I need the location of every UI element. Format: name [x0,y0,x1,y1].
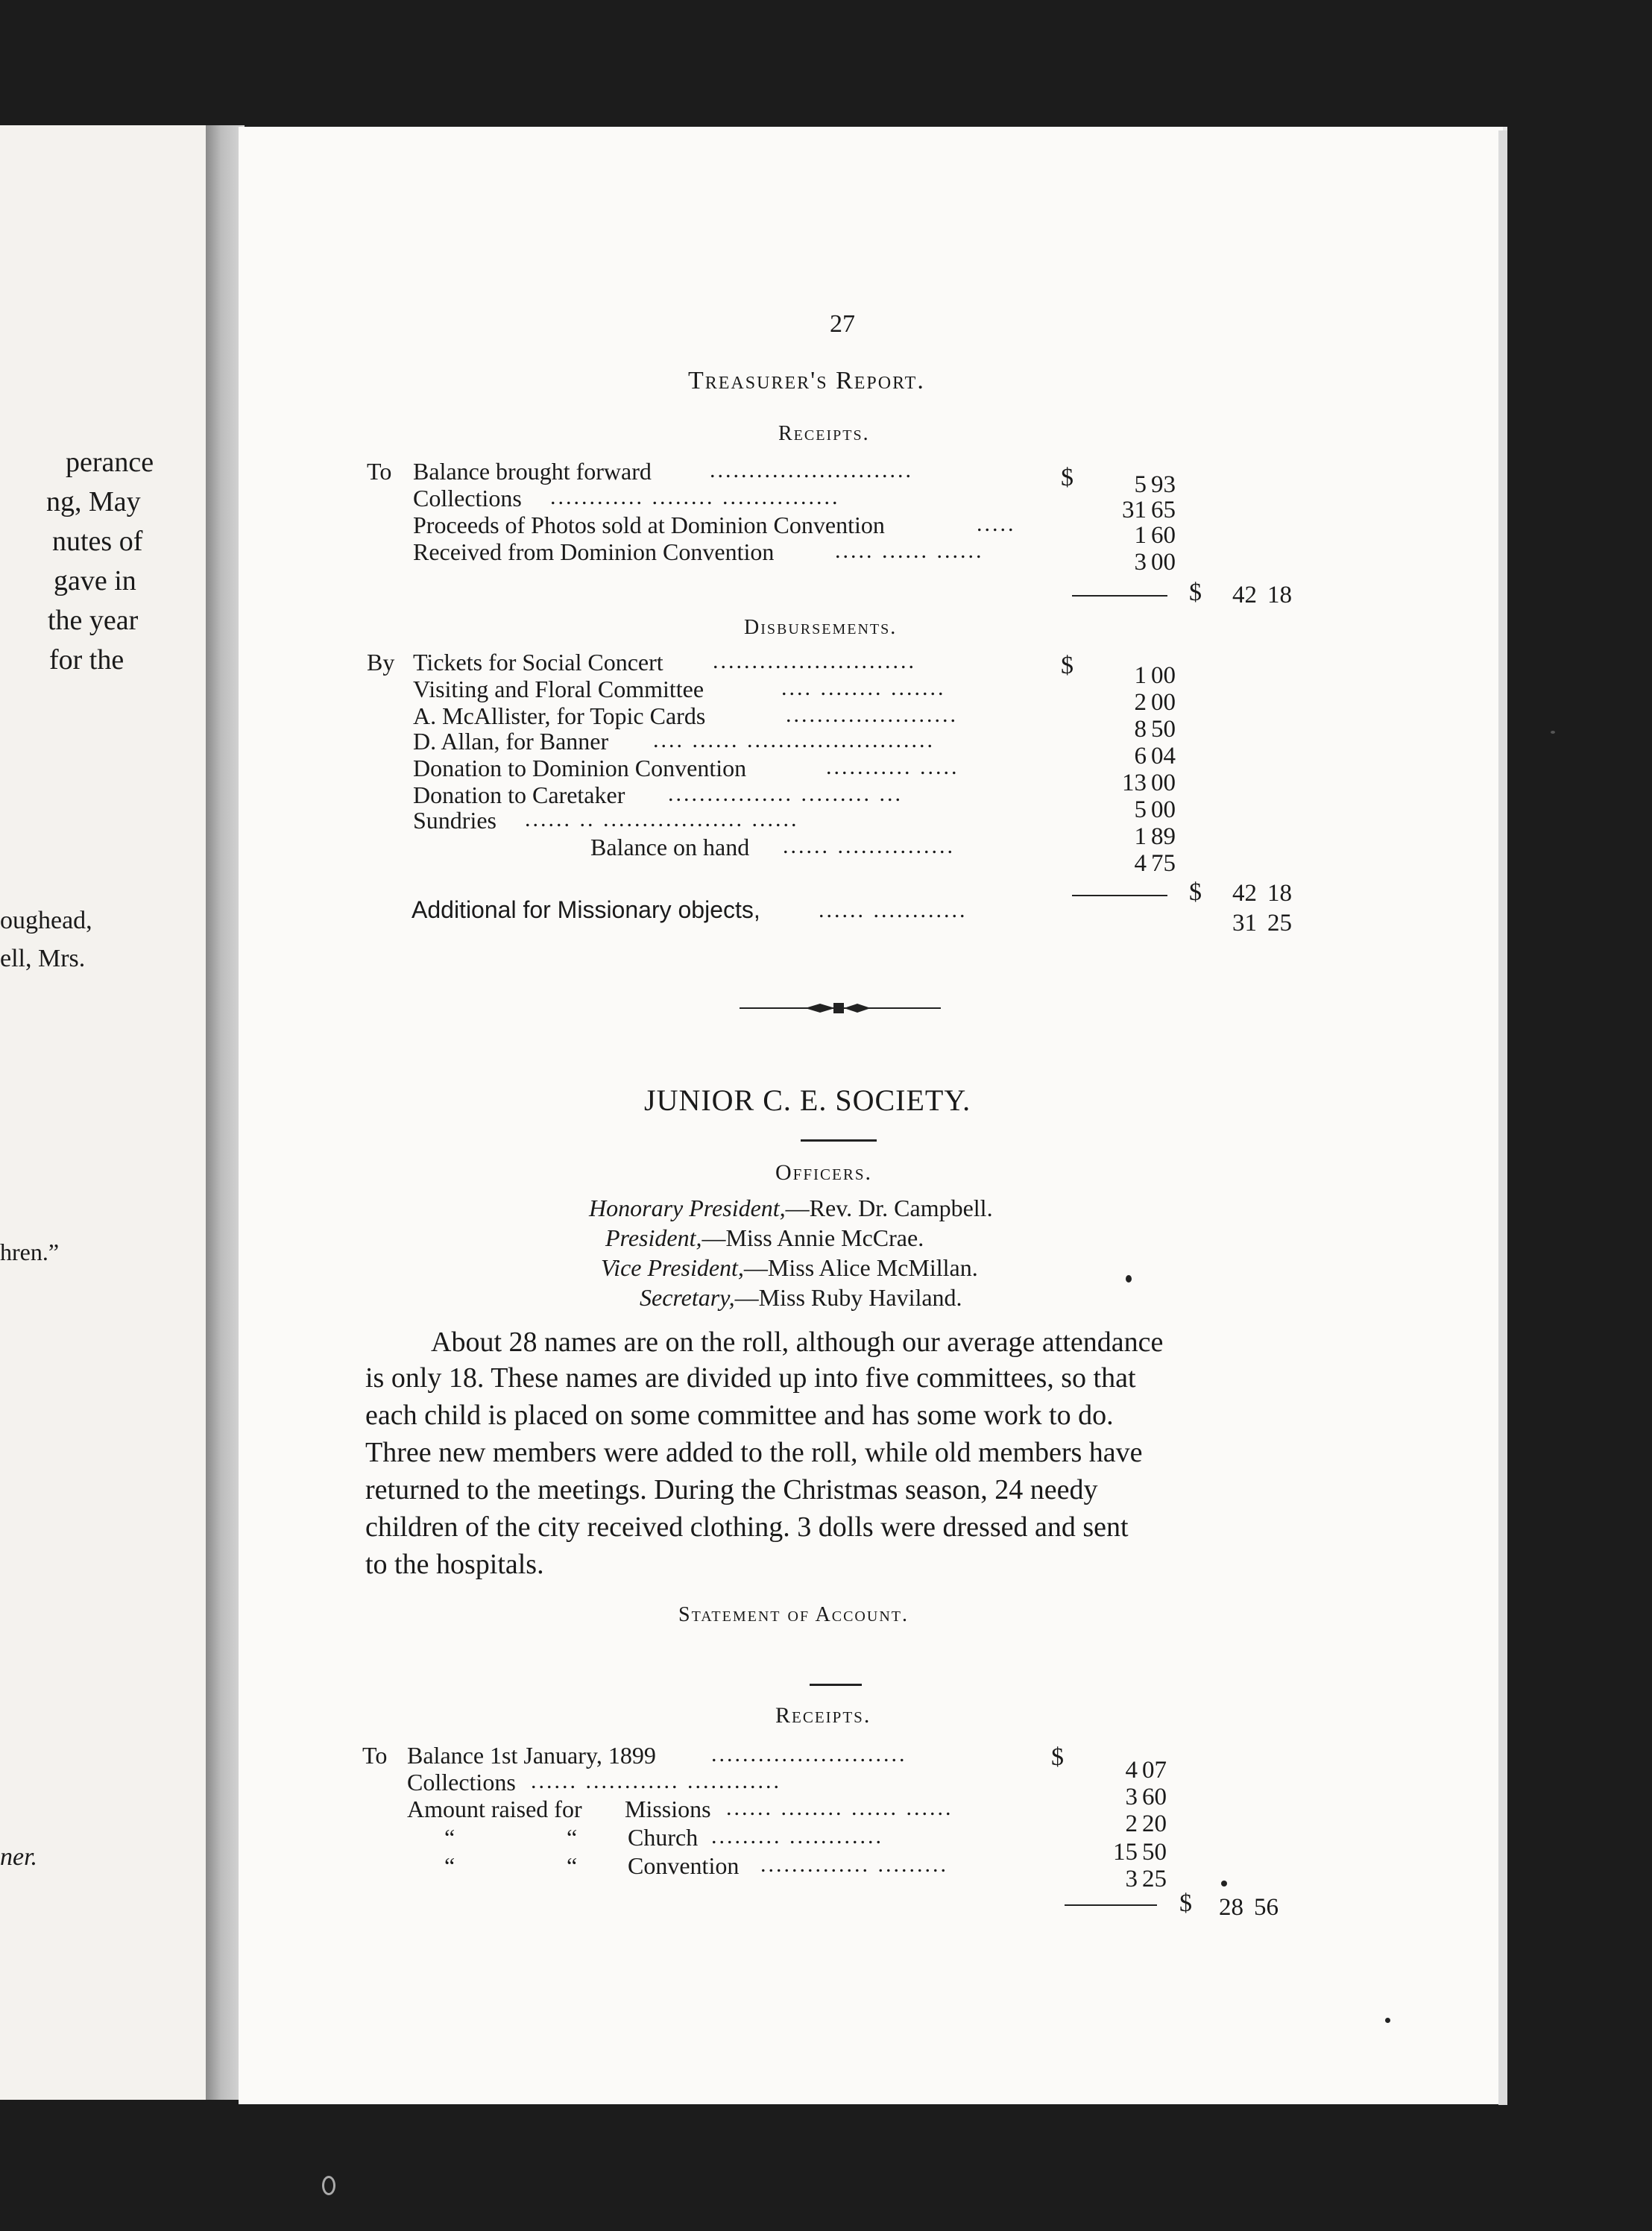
leader-dots: ...................... [786,702,958,727]
amount-dollars: 8 [1134,716,1147,743]
amount-cents: 89 [1151,823,1176,850]
amount-dollars: 2 [1134,689,1147,716]
amount-cents: 60 [1151,522,1176,549]
total-dollar-sign: $ [1179,1889,1192,1917]
disbursements-heading: Disbursements. [744,616,898,639]
statement-rule [810,1684,862,1686]
row-label: Tickets for Social Concert [413,649,663,676]
total-dollar-sign: $ [1189,579,1202,606]
amount-cents: 65 [1151,497,1176,523]
amount-dollars: 1 [1134,662,1147,689]
total-cents: 18 [1267,582,1292,608]
row-label-3: Church [628,1824,699,1851]
scan-speck [1385,2018,1390,2023]
row-label: Visiting and Floral Committee [413,676,704,702]
row-label: Donation to Dominion Convention [413,755,747,781]
left-fragment: hren.” [0,1239,60,1265]
leader-dots: ................ ......... ... [668,781,903,806]
amount-dollars: 13 [1122,770,1147,796]
ditto-mark: “ [567,1824,578,1851]
row-prefix: By [367,649,395,676]
total-cents: 18 [1267,880,1292,907]
total-dollars: 42 [1232,582,1257,608]
left-fragment: perance [66,447,154,478]
amount-cents: 00 [1151,770,1176,796]
leader-dots: ...... .. .................. ...... [525,807,799,831]
row-label: Donation to Caretaker [413,781,625,808]
leader-dots: ..... [977,512,1016,536]
dollar-sign: $ [1051,1743,1064,1771]
row-label-2: Missions [625,1796,711,1822]
amount-dollars: 31 [1232,910,1257,937]
receipts-heading: Receipts. [778,422,870,445]
amount-dollars: 4 [1125,1757,1138,1784]
ditto-mark: “ [444,1824,455,1851]
officer-name: —Miss Annie McCrae. [702,1224,924,1251]
amount-cents: 60 [1142,1784,1167,1810]
scan-speck [322,2176,335,2195]
paragraph-line: is only 18. These names are divided up into five committees, so that [365,1362,1136,1394]
right-page [239,127,1503,2104]
treasurer-report-title: Treasurer's Report. [688,367,925,394]
amount-cents: 00 [1151,796,1176,823]
paragraph-line: to the hospitals. [365,1549,544,1580]
amount-cents: 20 [1142,1810,1167,1837]
amount-cents: 07 [1142,1757,1167,1784]
total-dollars: 28 [1219,1894,1243,1921]
row-label: D. Allan, for Banner [413,728,609,755]
total-dollar-sign: $ [1189,878,1202,906]
row-prefix: To [367,458,392,485]
row-label: Additional for Missionary objects, [412,896,760,923]
subtotal-rule [1072,895,1167,896]
amount-cents: 93 [1151,471,1176,498]
row-label: Balance brought forward [413,458,652,485]
paragraph-line: each child is placed on some committee and has some work to do. [365,1400,1114,1431]
amount-dollars: 1 [1134,823,1147,850]
leader-dots: .... ........ ....... [781,676,946,700]
leader-dots: .......................... [710,458,913,482]
amount-dollars: 5 [1134,796,1147,823]
left-fragment: gave in [54,565,136,597]
leader-dots: ......................... [711,1742,907,1766]
left-fragment: ng, May [46,486,141,517]
officer-line [589,1195,993,1222]
amount-dollars: 3 [1125,1866,1138,1892]
leader-dots: ..... ...... ...... [835,538,984,563]
leader-dots: .............. ......... [760,1852,948,1877]
amount-cents: 00 [1151,662,1176,689]
officer-role: Honorary President, [589,1195,786,1221]
officers-heading: Officers. [775,1160,873,1185]
row-label: Balance 1st January, 1899 [407,1742,656,1769]
leader-dots: .... ...... ........................ [653,728,935,752]
subtotal-rule [1072,595,1167,597]
total-dollars: 42 [1232,880,1257,907]
officer-role: Secretary, [640,1284,735,1311]
ornament-divider [740,999,941,1017]
amount-cents: 75 [1151,850,1176,877]
ditto-mark: “ [567,1852,578,1879]
row-label: Proceeds of Photos sold at Dominion Convention [413,512,885,538]
junior-society-title: JUNIOR C. E. SOCIETY. [644,1083,971,1117]
scan-speck [1221,1881,1227,1887]
left-fragment: the year [48,605,139,636]
leader-dots: ......... ............ [711,1824,883,1848]
amount-cents: 25 [1142,1866,1167,1892]
dollar-sign: $ [1061,652,1074,679]
left-fragment: nutes of [52,526,143,557]
officer-role: Vice President, [601,1254,744,1281]
amount-dollars: 1 [1134,522,1147,549]
officer-name: —Rev. Dr. Campbell. [785,1195,993,1221]
left-page [0,125,224,2100]
amount-cents: 50 [1151,716,1176,743]
row-label: Sundries [413,807,496,834]
officer-line [601,1254,978,1282]
leader-dots: ...... ............... [783,834,955,858]
amount-dollars: 6 [1134,743,1147,770]
leader-dots: .......................... [713,649,916,673]
row-label-3: Convention [628,1852,740,1879]
paragraph-line: children of the city received clothing. 3 dolls were dressed and sent [365,1511,1129,1543]
paragraph-line: returned to the meetings. During the Christmas season, 24 needy [365,1474,1098,1505]
amount-cents: 04 [1151,743,1176,770]
paragraph-line: Three new members were added to the roll, while old members have [365,1437,1143,1468]
leader-dots: ............ ........ ............... [550,485,840,509]
leader-dots: ........... ..... [826,755,959,779]
officer-line [640,1284,962,1312]
amount-dollars: 15 [1113,1839,1138,1866]
scan-speck [1126,1275,1132,1283]
amount-cents: 50 [1142,1839,1167,1866]
leader-dots: ...... ............ [819,898,968,922]
amount-cents: 00 [1151,689,1176,716]
total-cents: 56 [1254,1894,1279,1921]
officer-line [605,1224,924,1252]
row-label: A. McAllister, for Topic Cards [413,702,706,729]
row-label: Collections [413,485,522,512]
left-fragment: ner. [0,1843,38,1871]
paragraph-line: About 28 names are on the roll, although our average attendance [431,1327,1164,1358]
amount-cents: 00 [1151,549,1176,576]
amount-cents: 25 [1267,910,1292,937]
page-edge [1498,130,1507,2105]
row-label: Amount raised for [407,1796,582,1822]
subtotal-rule [1065,1904,1157,1906]
leader-dots: ...... ............ ............ [531,1769,781,1793]
row-label: Balance on hand [590,834,750,860]
statement-heading: Statement of Account. [678,1603,909,1626]
title-rule [801,1139,877,1142]
officer-name: —Miss Ruby Haviland. [734,1284,962,1311]
amount-dollars: 31 [1122,497,1147,523]
page-number: 27 [830,310,855,338]
left-fragment: for the [49,644,124,676]
amount-dollars: 5 [1134,471,1147,498]
amount-dollars: 3 [1134,549,1147,576]
amount-dollars: 2 [1125,1810,1138,1837]
row-label: Received from Dominion Convention [413,538,775,565]
junior-receipts-heading: Receipts. [775,1703,871,1728]
row-label: Collections [407,1769,516,1796]
dollar-sign: $ [1061,464,1074,491]
amount-dollars: 3 [1125,1784,1138,1810]
officer-role: President, [605,1224,702,1251]
left-fragment: ell, Mrs. [0,945,86,972]
row-prefix: To [362,1742,388,1769]
amount-dollars: 4 [1134,850,1147,877]
left-fragment: oughead, [0,907,92,934]
leader-dots: ...... ........ ...... ...... [726,1796,953,1820]
officer-name: —Miss Alice McMillan. [743,1254,978,1281]
scan-speck [1551,731,1555,734]
ditto-mark: “ [444,1852,455,1879]
